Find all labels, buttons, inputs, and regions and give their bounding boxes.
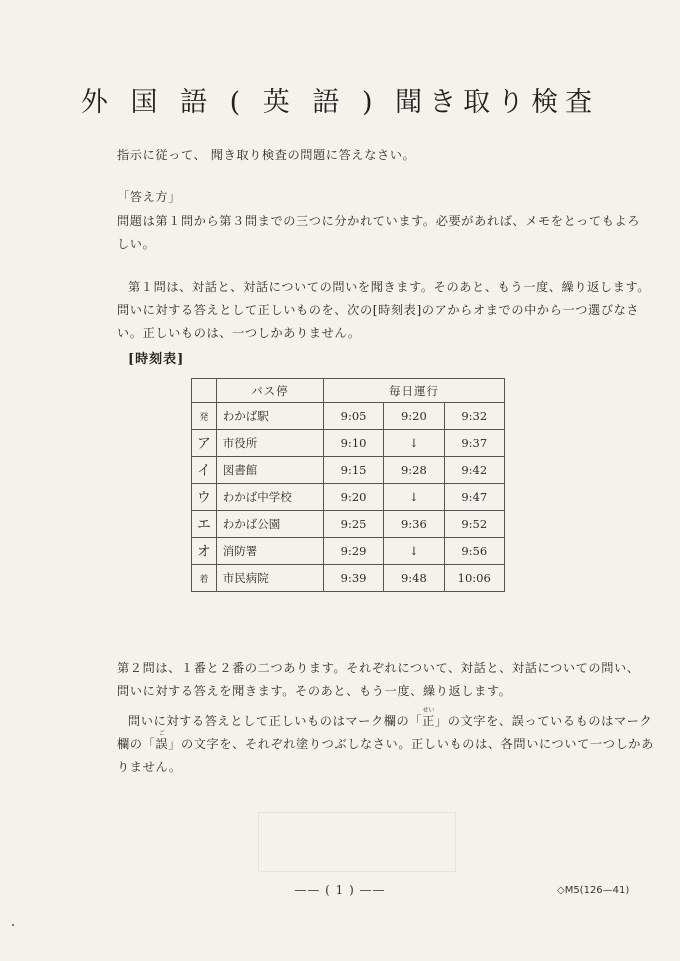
row-mark: 着 — [192, 565, 217, 592]
scan-speck — [12, 924, 14, 926]
row-time-3: 9:52 — [444, 511, 504, 538]
row-time-2: ↓ — [384, 430, 444, 457]
header-daily-service: 毎日運行 — [323, 379, 504, 403]
row-stop: わかば中学校 — [216, 484, 323, 511]
row-stop: わかば公園 — [216, 511, 323, 538]
row-mark: イ — [192, 457, 217, 484]
row-time-3: 9:47 — [444, 484, 504, 511]
row-time-2: 9:48 — [384, 565, 444, 592]
howto-line-2: しい。 — [117, 237, 156, 251]
q2-line-2: 問いに対する答えを聞きます。そのあと、もう一度、繰り返します。 — [117, 684, 512, 698]
q2-line-4-end: 」の文字を、それぞれ塗りつぶしなさい。正しいものは、各問いについて一つしかあ — [168, 737, 654, 751]
table-row — [192, 511, 505, 538]
row-time-2: ↓ — [384, 484, 444, 511]
q2-line-3 — [128, 707, 653, 733]
row-time-3: 10:06 — [444, 565, 504, 592]
row-stop: 図書館 — [216, 457, 323, 484]
row-time-2: 9:28 — [384, 457, 444, 484]
go-ruby-word — [155, 730, 169, 756]
table-row — [192, 538, 505, 565]
show-through-box — [258, 812, 456, 872]
timetable-label: [時刻表] — [128, 352, 185, 367]
row-time-1: 9:10 — [323, 430, 383, 457]
row-mark: ウ — [192, 484, 217, 511]
row-time-1: 9:29 — [323, 538, 383, 565]
row-mark: オ — [192, 538, 217, 565]
row-time-1: 9:39 — [323, 565, 383, 592]
q1-line-2: 問いに対する答えとして正しいものを、次の[時刻表]のアからオまでの中から一つ選びなさ — [117, 303, 640, 317]
row-time-3: 9:42 — [444, 457, 504, 484]
table-row — [192, 484, 505, 511]
table-row — [192, 565, 505, 592]
go-character: 誤 — [155, 737, 169, 751]
table-row — [192, 430, 505, 457]
row-stop: 市民病院 — [216, 565, 323, 592]
q2-line-1: 第２問は、１番と２番の二つあります。それぞれについて、対話と、対話についての問い、 — [117, 661, 640, 675]
row-stop: わかば駅 — [216, 403, 323, 430]
q1-line-3: い。正しいものは、一つしかありません。 — [117, 326, 361, 340]
row-time-3: 9:37 — [444, 430, 504, 457]
page-title: 外 国 語 ( 英 語 ) 聞き取り検査 — [80, 87, 600, 118]
bus-timetable — [191, 378, 505, 592]
row-time-1: 9:20 — [323, 484, 383, 511]
row-time-3: 9:56 — [444, 538, 504, 565]
sei-character: 正 — [422, 714, 435, 728]
q2-line-5: りません。 — [117, 760, 182, 774]
instruction-text: 指示に従って、 聞き取り検査の問題に答えなさい。 — [117, 148, 416, 162]
sei-ruby-reading: せい — [422, 707, 435, 714]
howto-heading: 「答え方」 — [117, 190, 181, 204]
header-corner — [192, 379, 217, 403]
go-ruby-reading: ご — [158, 730, 165, 737]
table-row — [192, 403, 505, 430]
row-time-1: 9:15 — [323, 457, 383, 484]
row-time-2: 9:20 — [384, 403, 444, 430]
q2-line-3-start: 問いに対する答えとして正しいものはマーク欄の「 — [128, 714, 423, 728]
row-mark: エ — [192, 511, 217, 538]
q2-line-4 — [117, 730, 654, 756]
row-time-1: 9:05 — [323, 403, 383, 430]
page-number: —— ( 1 ) —— — [294, 883, 386, 897]
q1-line-1: 第１問は、対話と、対話についての問いを聞きます。そのあと、もう一度、繰り返します。 — [128, 280, 651, 294]
q2-line-4-start: 欄の「 — [117, 737, 156, 751]
document-code: ◇M5(126—41) — [557, 885, 630, 896]
row-time-1: 9:25 — [323, 511, 383, 538]
table-row — [192, 457, 505, 484]
row-time-3: 9:32 — [444, 403, 504, 430]
row-mark: ア — [192, 430, 217, 457]
row-mark: 発 — [192, 403, 217, 430]
row-stop: 消防署 — [216, 538, 323, 565]
howto-line-1: 問題は第１問から第３問までの三つに分かれています。必要があれば、メモをとってもよろ — [117, 214, 641, 228]
sei-ruby-word — [422, 707, 435, 733]
row-time-2: 9:36 — [384, 511, 444, 538]
q2-line-3-end: 」の文字を、誤っているものはマーク — [434, 714, 653, 728]
table-header-row — [192, 379, 505, 403]
row-time-2: ↓ — [384, 538, 444, 565]
row-stop: 市役所 — [216, 430, 323, 457]
header-bus-stop: バス停 — [216, 379, 323, 403]
